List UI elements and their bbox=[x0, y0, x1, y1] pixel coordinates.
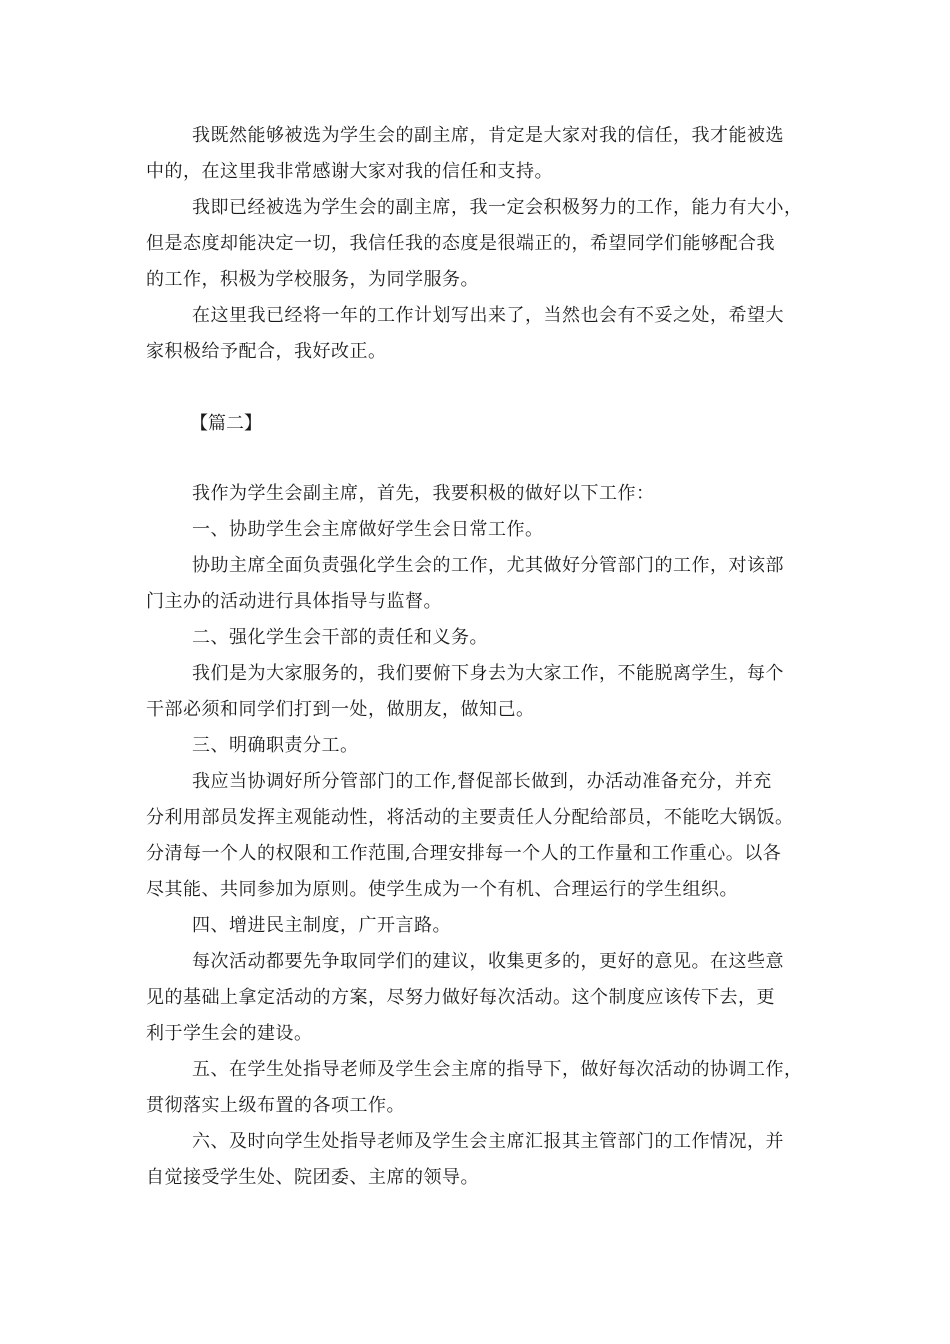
text-line: 分清每一个人的权限和工作范围,合理安排每一个人的工作量和工作重心。以各 bbox=[146, 843, 782, 864]
text-line: 我即已经被选为学生会的副主席，我一定会积极努力的工作，能力有大小， bbox=[192, 197, 803, 218]
text-line: 的工作，积极为学校服务，为同学服务。 bbox=[146, 269, 479, 290]
text-line: 四、增进民主制度，广开言路。 bbox=[192, 915, 451, 936]
text-line: 一、协助学生会主席做好学生会日常工作。 bbox=[192, 519, 544, 540]
text-line: 六、及时向学生处指导老师及学生会主席汇报其主管部门的工作情况，并 bbox=[192, 1131, 784, 1152]
text-line: 见的基础上拿定活动的方案，尽努力做好每次活动。这个制度应该传下去，更 bbox=[146, 987, 775, 1008]
text-line: 协助主席全面负责强化学生会的工作，尤其做好分管部门的工作，对该部 bbox=[192, 555, 784, 576]
text-line: 干部必须和同学们打到一处，做朋友，做知己。 bbox=[146, 699, 535, 720]
text-line: 三、明确职责分工。 bbox=[192, 735, 359, 756]
text-line: 我作为学生会副主席，首先，我要积极的做好以下工作： bbox=[192, 483, 655, 504]
text-line: 但是态度却能决定一切，我信任我的态度是很端正的，希望同学们能够配合我 bbox=[146, 233, 775, 254]
text-line: 我们是为大家服务的，我们要俯下身去为大家工作，不能脱离学生，每个 bbox=[192, 663, 784, 684]
text-line: 自觉接受学生处、院团委、主席的领导。 bbox=[146, 1167, 479, 1188]
text-line: 尽其能、共同参加为原则。使学生成为一个有机、合理运行的学生组织。 bbox=[146, 879, 738, 900]
text-line: 分利用部员发挥主观能动性，将活动的主要责任人分配给部员，不能吃大锅饭。 bbox=[146, 807, 794, 828]
text-line: 贯彻落实上级布置的各项工作。 bbox=[146, 1095, 405, 1116]
text-line: 我应当协调好所分管部门的工作,督促部长做到，办活动准备充分，并充 bbox=[192, 771, 772, 792]
text-line: 家积极给予配合，我好改正。 bbox=[146, 341, 387, 362]
text-line: 中的，在这里我非常感谢大家对我的信任和支持。 bbox=[146, 161, 553, 182]
section-heading: 【篇二】 bbox=[190, 413, 262, 434]
section-one bbox=[146, 118, 820, 370]
text-line: 在这里我已经将一年的工作计划写出来了，当然也会有不妥之处，希望大 bbox=[192, 305, 784, 326]
text-line: 我既然能够被选为学生会的副主席，肯定是大家对我的信任，我才能被选 bbox=[192, 125, 784, 146]
text-line: 二、强化学生会干部的责任和义务。 bbox=[192, 627, 488, 648]
text-line: 利于学生会的建设。 bbox=[146, 1023, 313, 1044]
text-line: 每次活动都要先争取同学们的建议，收集更多的，更好的意见。在这些意 bbox=[192, 951, 784, 972]
text-line: 五、在学生处指导老师及学生会主席的指导下，做好每次活动的协调工作， bbox=[192, 1059, 803, 1080]
text-line: 门主办的活动进行具体指导与监督。 bbox=[146, 591, 442, 612]
section-two bbox=[146, 476, 820, 1196]
